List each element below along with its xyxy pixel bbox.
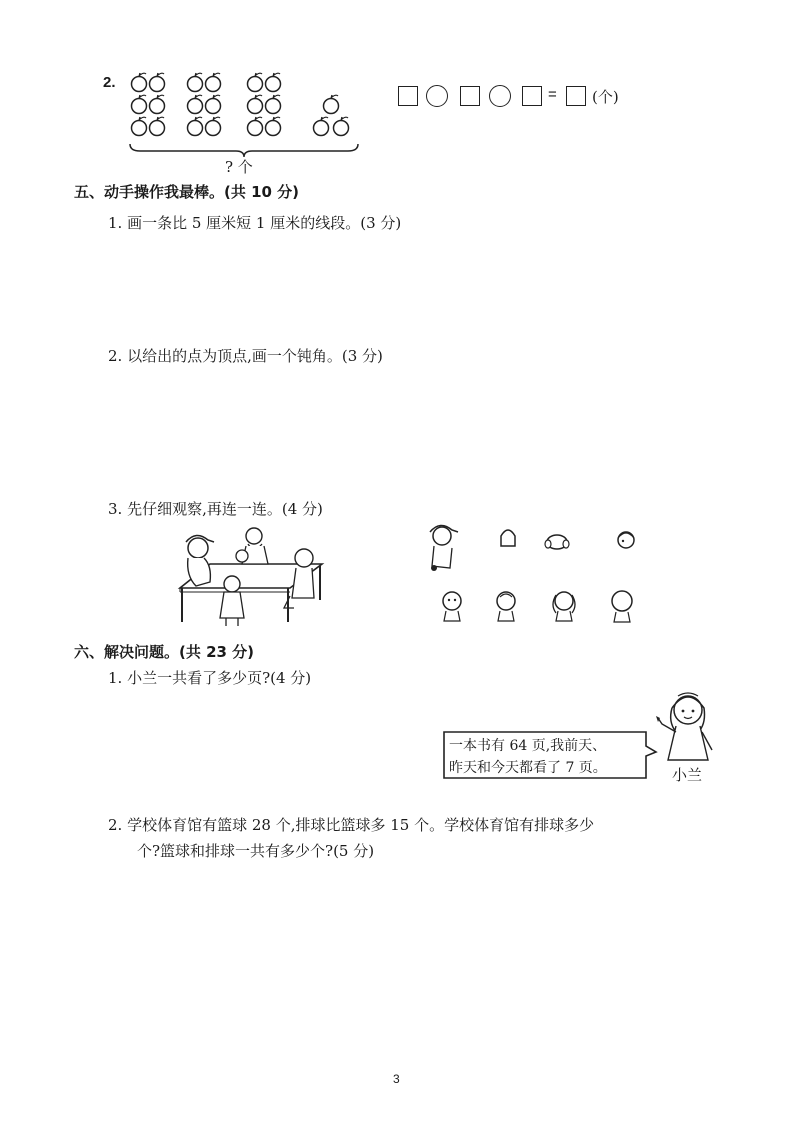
girl-xiaolan-illustration (652, 690, 722, 765)
section-5-question-2: 2. 以给出的点为顶点,画一个钝角。(3 分) (108, 347, 383, 365)
operator-circle-2[interactable] (489, 85, 511, 107)
unit-label: (个) (592, 88, 619, 106)
view-back-shape[interactable] (501, 530, 515, 546)
view-figure-1[interactable] (443, 592, 461, 621)
table-scene-illustration (170, 522, 330, 627)
section-5-question-1: 1. 画一条比 5 厘米短 1 厘米的线段。(3 分) (108, 214, 402, 232)
apple-group-3 (248, 73, 281, 136)
view-options-bottom-row (430, 585, 650, 630)
section-5-question-3: 3. 先仔细观察,再连一连。(4 分) (108, 500, 323, 518)
speech-text-line-1: 一本书有 64 页,我前天、 (449, 738, 607, 754)
section-6-title: 六、解决问题。(共 23 分) (74, 643, 255, 661)
section-6-question-2-line-2: 个?篮球和排球一共有多少个?(5 分) (137, 842, 375, 860)
speech-text-line-2: 昨天和今天都看了 7 页。 (449, 760, 607, 776)
answer-area-obtuse-angle[interactable] (108, 372, 668, 482)
view-figure-4[interactable] (612, 591, 632, 622)
apple-group-4 (314, 95, 349, 136)
unknown-total-label: ? 个 (225, 158, 253, 176)
answer-box-2[interactable] (460, 86, 480, 106)
view-girl-top[interactable] (545, 535, 569, 549)
answer-area-line-segment[interactable] (108, 240, 668, 330)
apples-illustration (125, 66, 365, 146)
answer-box-1[interactable] (398, 86, 418, 106)
page-number: 3 (393, 1072, 400, 1086)
apple-group-2 (188, 73, 221, 136)
answer-box-3[interactable] (522, 86, 542, 106)
view-child-side[interactable] (618, 532, 634, 548)
section-6-question-1: 1. 小兰一共看了多少页?(4 分) (108, 669, 312, 687)
answer-box-result[interactable] (566, 86, 586, 106)
equals-sign: = (548, 86, 557, 103)
view-options-top-row (420, 520, 650, 575)
apple-group-1 (132, 73, 165, 136)
character-name-label: 小兰 (672, 766, 703, 784)
answer-area-word-problem[interactable] (108, 870, 708, 1050)
view-boy-cap[interactable] (430, 525, 458, 571)
question-number: 2. (103, 74, 116, 91)
section-6-question-2-line-1: 2. 学校体育馆有篮球 28 个,排球比篮球多 15 个。学校体育馆有排球多少 (108, 816, 595, 834)
view-figure-3[interactable] (553, 592, 575, 621)
operator-circle-1[interactable] (426, 85, 448, 107)
section-5-title: 五、动手操作我最棒。(共 10 分) (74, 183, 300, 201)
view-figure-2[interactable] (497, 592, 515, 621)
